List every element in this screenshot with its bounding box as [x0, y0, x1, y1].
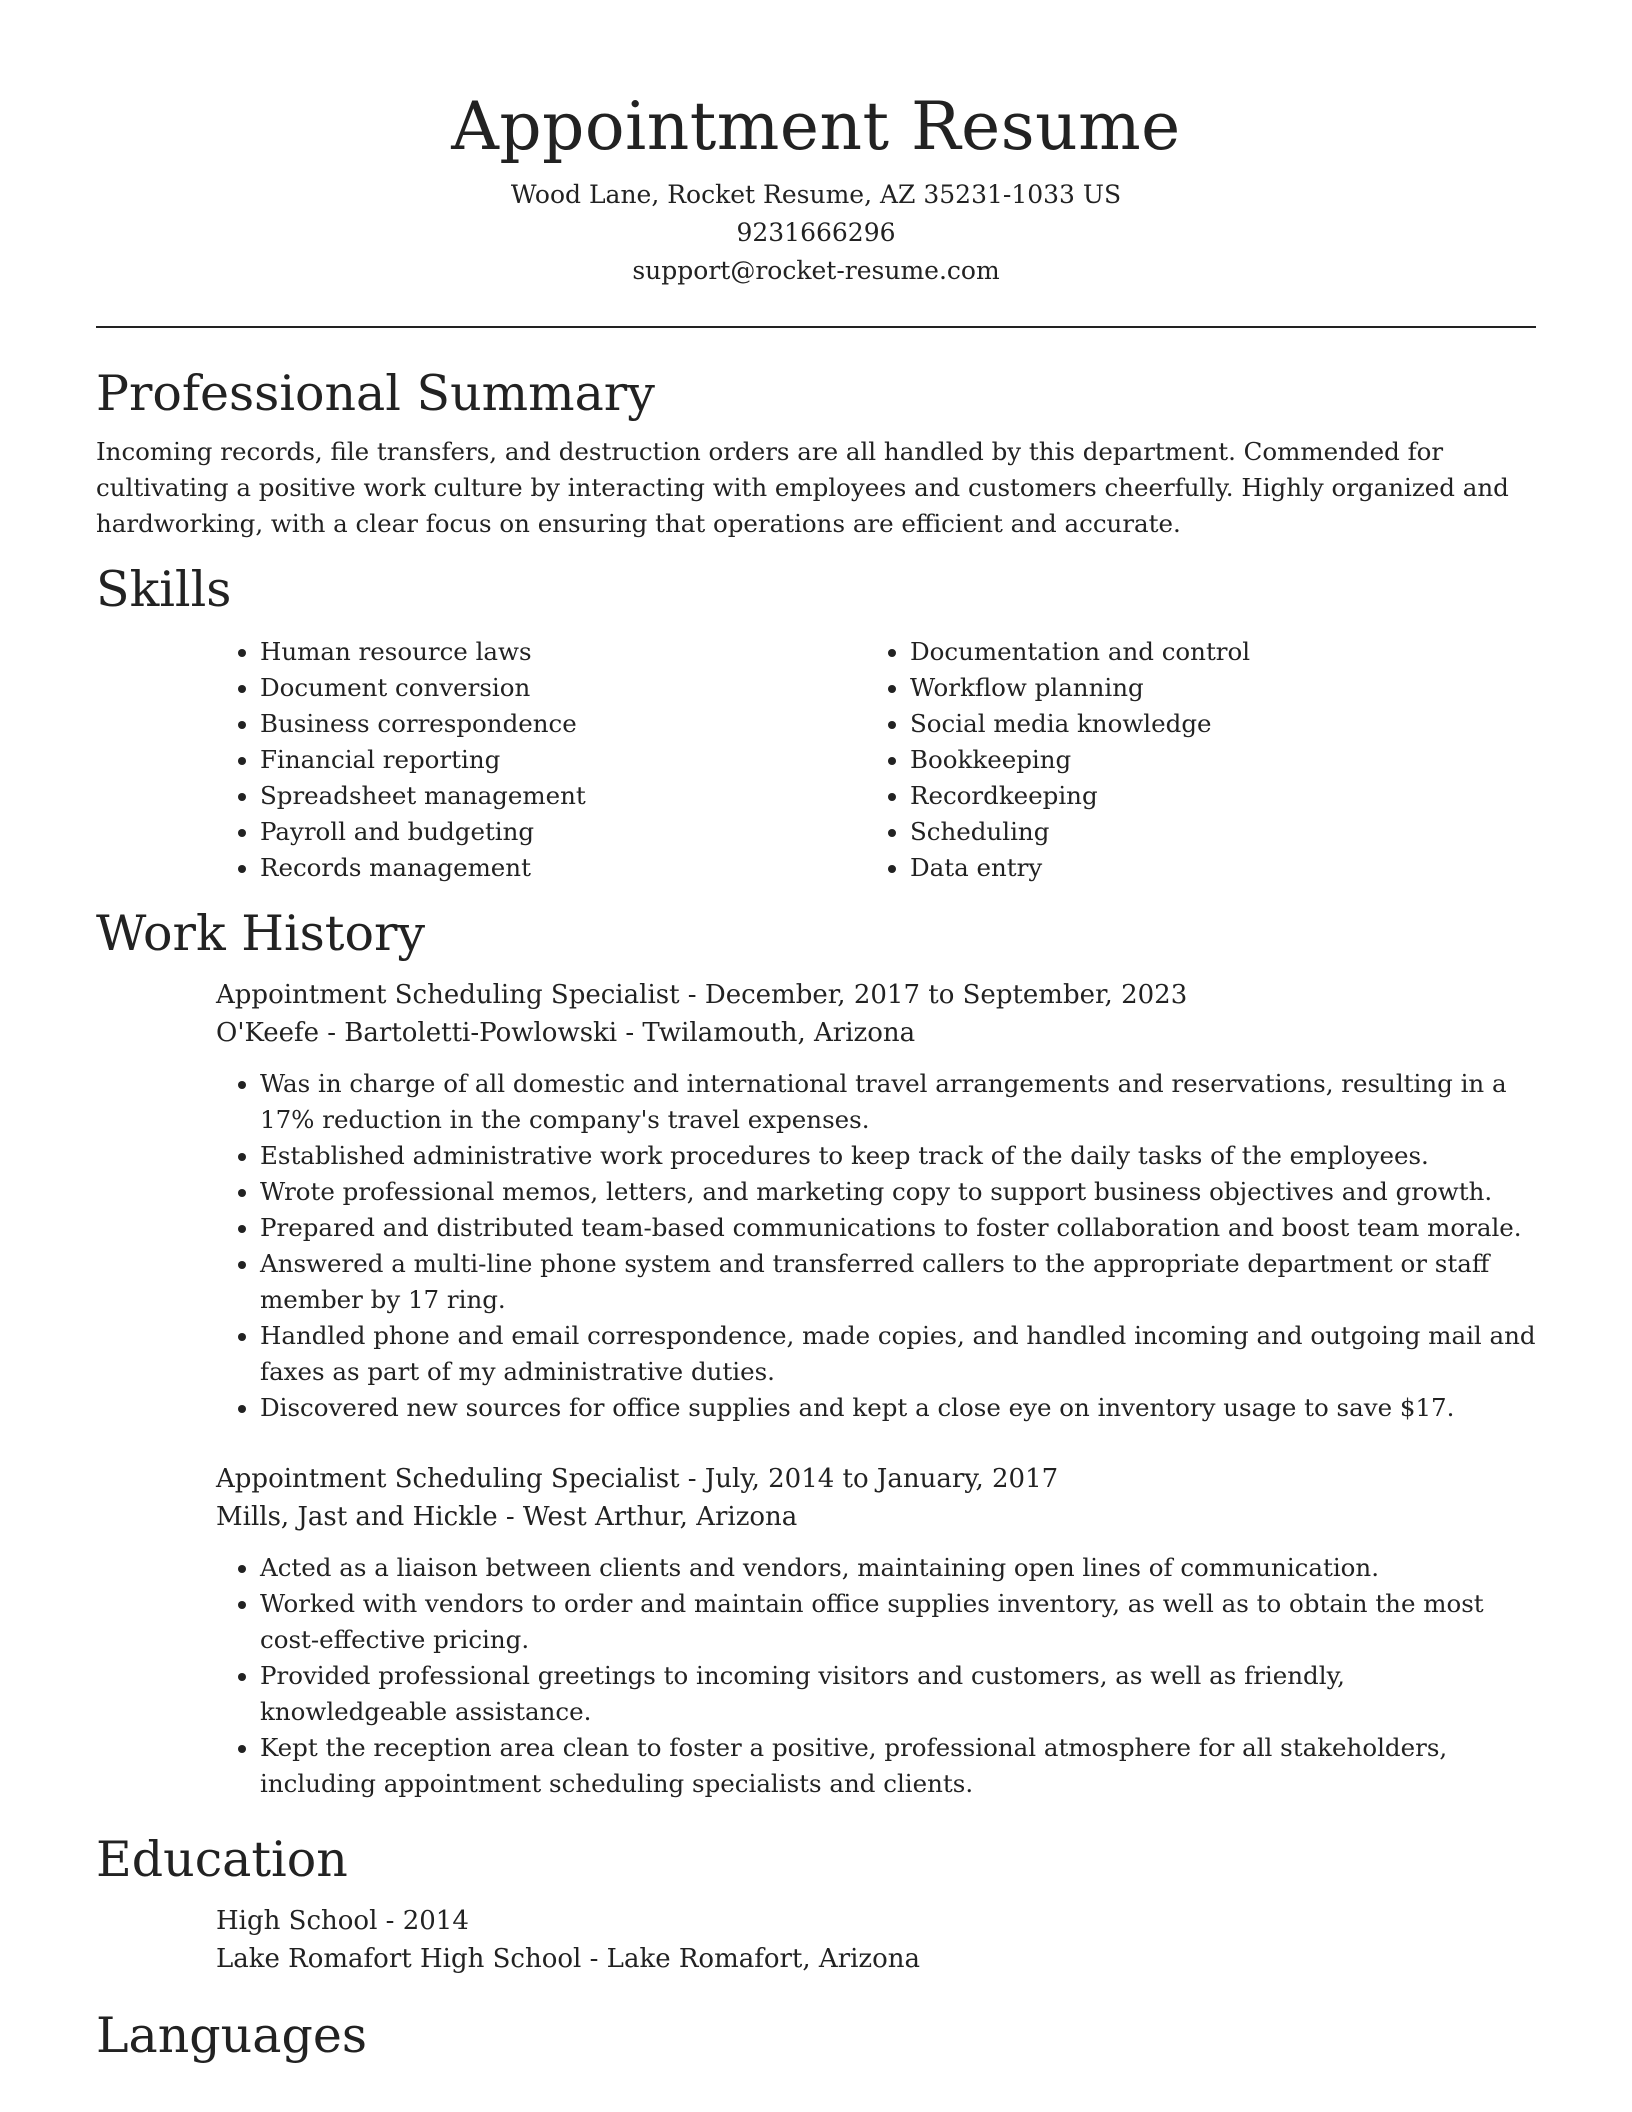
- job-bullets: [216, 1066, 1536, 1426]
- section-title-skills: Skills: [96, 561, 232, 618]
- skills-list-right: [866, 634, 1516, 886]
- job-bullet: • Discovered new sources for office supplies and kept a close eye on inventory usage to save $17.: [260, 1390, 1536, 1426]
- skill-item: • Spreadsheet management: [260, 778, 866, 814]
- job-bullet: • Was in charge of all domestic and international travel arrangements and reservations, resulting in a 17% reduction in the company's travel expenses.: [260, 1066, 1536, 1138]
- job-bullet: • Handled phone and email correspondence, made copies, and handled incoming and outgoing mail and faxes as part of my administrative duties.: [260, 1318, 1536, 1390]
- job-bullet: • Answered a multi-line phone system and transferred callers to the appropriate department or staff member by 17 ring.: [260, 1246, 1536, 1318]
- skill-item: • Data entry: [910, 850, 1516, 886]
- job-title-line: Appointment Scheduling Specialist - July, 2014 to January, 2017: [216, 1464, 1059, 1494]
- section-title-work-history: Work History: [96, 905, 426, 962]
- section-languages: [96, 2006, 1536, 2066]
- skill-item: • Records management: [260, 850, 866, 886]
- section-work-history: [96, 904, 1536, 1802]
- job-bullet: • Kept the reception area clean to foster a positive, professional atmosphere for all stakeholders, including appointment scheduling specialists and clients.: [260, 1730, 1536, 1802]
- skills-list-left: [216, 634, 866, 886]
- job-entry: [216, 976, 1536, 1426]
- skills-column-right: [866, 634, 1516, 886]
- resume-page: [96, 0, 1536, 2066]
- job-bullet: • Wrote professional memos, letters, and marketing copy to support business objectives and growth.: [260, 1174, 1536, 1210]
- skill-item: • Scheduling: [910, 814, 1516, 850]
- job-bullets: [216, 1550, 1536, 1802]
- resume-name: Appointment Resume: [451, 88, 1181, 165]
- contact-block: [96, 176, 1536, 290]
- skill-item: • Documentation and control: [910, 634, 1516, 670]
- contact-phone: 9231666296: [736, 218, 896, 247]
- education-entry: [216, 1902, 1536, 1978]
- job-bullet: • Established administrative work procedures to keep track of the daily tasks of the employees.: [260, 1138, 1536, 1174]
- section-title-education: Education: [96, 1831, 348, 1888]
- section-title-summary: Professional Summary: [96, 365, 655, 422]
- section-education: [96, 1830, 1536, 1978]
- skills-grid: [216, 634, 1536, 886]
- section-skills: [96, 560, 1536, 886]
- skill-item: • Social media knowledge: [910, 706, 1516, 742]
- job-title-line: Appointment Scheduling Specialist - December, 2017 to September, 2023: [216, 980, 1188, 1010]
- header-divider: [96, 326, 1536, 328]
- education-school-line: Lake Romafort High School - Lake Romafort, Arizona: [216, 1944, 921, 1974]
- contact-address: Wood Lane, Rocket Resume, AZ 35231-1033 US: [510, 180, 1122, 209]
- job-company-line: Mills, Jast and Hickle - West Arthur, Arizona: [216, 1502, 798, 1532]
- contact-email: support@rocket-resume.com: [632, 256, 1000, 285]
- education-degree-line: High School - 2014: [216, 1906, 469, 1936]
- skill-item: • Workflow planning: [910, 670, 1516, 706]
- skills-column-left: [216, 634, 866, 886]
- section-summary: [96, 364, 1536, 542]
- job-bullet: • Provided professional greetings to incoming visitors and customers, as well as friendly, knowledgeable assistance.: [260, 1658, 1536, 1730]
- job-bullet: • Acted as a liaison between clients and vendors, maintaining open lines of communication.: [260, 1550, 1536, 1586]
- job-company-line: O'Keefe - Bartoletti-Powlowski - Twilamouth, Arizona: [216, 1018, 916, 1048]
- skill-item: • Bookkeeping: [910, 742, 1516, 778]
- section-title-languages: Languages: [96, 2007, 367, 2064]
- job-entry: [216, 1460, 1536, 1802]
- skill-item: • Financial reporting: [260, 742, 866, 778]
- resume-header: [96, 0, 1536, 290]
- skill-item: • Payroll and budgeting: [260, 814, 866, 850]
- job-bullet: • Prepared and distributed team-based communications to foster collaboration and boost team morale.: [260, 1210, 1536, 1246]
- skill-item: • Recordkeeping: [910, 778, 1516, 814]
- skill-item: • Document conversion: [260, 670, 866, 706]
- summary-text: Incoming records, file transfers, and destruction orders are all handled by this department. Commended for cultivating a positive work culture by interacting with employees and customers cheerfully. Highly organized and hardworking, with a clear focus on ensuring that operations are efficient and accurate.: [96, 437, 1509, 538]
- job-bullet: • Worked with vendors to order and maintain office supplies inventory, as well as to obtain the most cost-effective pricing.: [260, 1586, 1536, 1658]
- skill-item: • Human resource laws: [260, 634, 866, 670]
- skill-item: • Business correspondence: [260, 706, 866, 742]
